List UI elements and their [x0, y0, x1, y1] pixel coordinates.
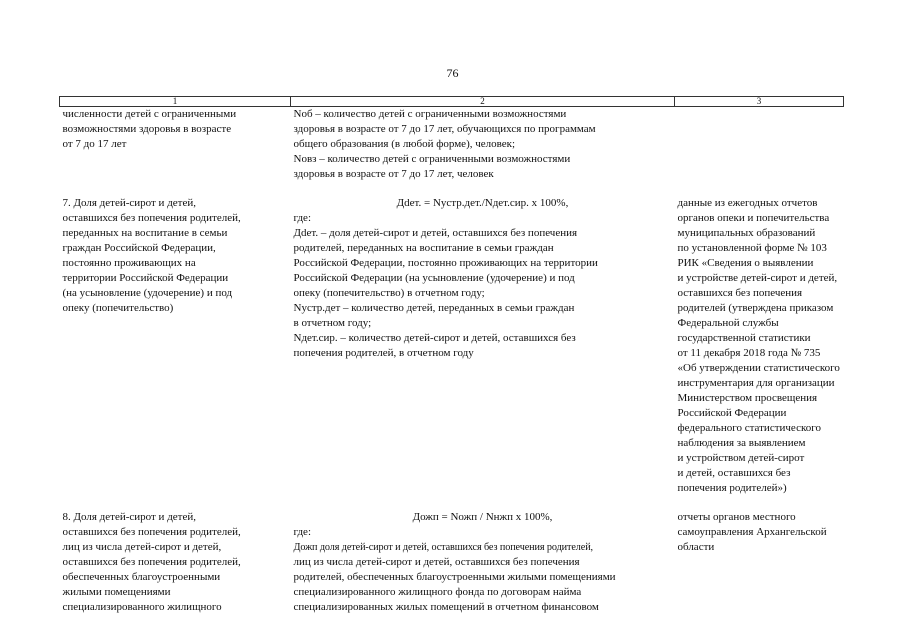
text-line: где:: [293, 526, 311, 538]
text-line: где:: [293, 212, 311, 224]
text-line: численности детей с ограниченными: [62, 108, 237, 120]
text-line: родителей, обеспеченных благоустроенными жилыми помещениями: [293, 571, 616, 583]
text-line: здоровья в возрасте от 7 до 17 лет, человек: [293, 168, 494, 180]
text-line: Nустр.дет – количество детей, переданных в семьи граждан: [293, 302, 575, 314]
text-line: от 7 до 17 лет: [62, 138, 127, 150]
text-line: Nдет.сир. – количество детей-сирот и детей, оставшихся без: [293, 332, 576, 344]
text-line: Российской Федерации: [677, 407, 787, 419]
page-number: 76: [446, 66, 459, 80]
text-line: граждан Российской Федерации,: [62, 242, 216, 254]
text-line: специализированного жилищного: [62, 601, 222, 613]
text-line: переданных на воспитание в семьи: [62, 227, 228, 239]
text-line: наблюдения за выявлением: [677, 437, 806, 449]
text-line: территории Российской Федерации: [62, 272, 229, 284]
formula-cell: [291, 107, 675, 183]
text-line: опеку (попечительство): [62, 302, 174, 314]
text-line: лиц из числа детей-сирот и детей,: [62, 541, 222, 553]
text-line: обеспеченных благоустроенными: [62, 571, 221, 583]
text-line: федерального статистического: [677, 422, 821, 434]
text-line: 7. Доля детей-сирот и детей,: [62, 197, 196, 209]
table-row: [60, 196, 844, 496]
indicator-name-cell: [60, 107, 291, 183]
text-line: Nовз – количество детей с ограниченными возможностями: [293, 153, 571, 165]
text-line: оставшихся без попечения родителей,: [62, 526, 241, 538]
text-line: оставшихся без попечения: [677, 287, 803, 299]
text-line: лиц из числа детей-сирот и детей, оставшихся без попечения: [293, 556, 580, 568]
source-cell: [675, 196, 844, 496]
text-line: (на усыновление (удочерение) и под: [62, 287, 233, 299]
indicator-name-cell: [60, 196, 291, 496]
text-line: родителей (утверждена приказом: [677, 302, 834, 314]
text-line: Министерством просвещения: [677, 392, 818, 404]
table-row: [60, 510, 844, 615]
formula: Дdет. = Nустр.дет./Nдет.сир. x 100%,: [396, 197, 569, 209]
text-line: «Об утверждении статистического: [677, 362, 840, 374]
text-line: и устройством детей-сирот: [677, 452, 805, 464]
text-line: от 11 декабря 2018 года № 735: [677, 347, 821, 359]
text-line: самоуправления Архангельской: [677, 526, 827, 538]
text-line: Российской Федерации, постоянно проживающих на территории: [293, 257, 598, 269]
text-line: здоровья в возрасте от 7 до 17 лет, обучающихся по программам: [293, 123, 596, 135]
indicator-name-cell: [60, 510, 291, 615]
text-line: и устройстве детей-сирот и детей,: [677, 272, 838, 284]
text-line: данные из ежегодных отчетов: [677, 197, 818, 209]
source-cell: [675, 510, 844, 615]
row-gap: [60, 182, 844, 196]
text-line: инструментария для организации: [677, 377, 835, 389]
text-line: постоянно проживающих на: [62, 257, 196, 269]
indicator-table: [59, 96, 844, 615]
source-cell: [675, 107, 844, 183]
formula-cell: [291, 196, 675, 496]
text-line: отчеты органов местного: [677, 511, 796, 523]
formula-cell: [291, 510, 675, 615]
text-line: и детей, оставшихся без: [677, 467, 791, 479]
text-line: РИК «Сведения о выявлении: [677, 257, 814, 269]
text-line: специализированного жилищного фонда по договорам найма: [293, 586, 582, 598]
text-line: общего образования (в любой форме), человек;: [293, 138, 516, 150]
text-line: органов опеки и попечительства: [677, 212, 830, 224]
text-line: попечения родителей, в отчетном году: [293, 347, 474, 359]
text-line: опеку (попечительство) в отчетном году;: [293, 287, 485, 299]
text-line: специализированных жилых помещений в отчетном финансовом: [293, 601, 599, 613]
table-row: [60, 107, 844, 183]
text-line: Дожп доля детей-сирот и детей, оставшихся без попечения родителей,: [293, 542, 594, 553]
text-line: Федеральной службы: [677, 317, 779, 329]
row-gap: [60, 496, 844, 510]
text-line: оставшихся без попечения родителей,: [62, 212, 241, 224]
text-line: Дdет. – доля детей-сирот и детей, оставшихся без попечения: [293, 227, 578, 239]
column-header-3: 3: [675, 97, 844, 107]
text-line: области: [677, 541, 715, 553]
text-line: оставшихся без попечения родителей,: [62, 556, 241, 568]
column-header-1: 1: [60, 97, 291, 107]
text-line: муниципальных образований: [677, 227, 816, 239]
text-line: государственной статистики: [677, 332, 811, 344]
text-line: Российской Федерации (на усыновление (удочерение) и под: [293, 272, 575, 284]
column-number-row: [60, 97, 844, 107]
text-line: в отчетном году;: [293, 317, 372, 329]
text-line: возможностями здоровья в возрасте: [62, 123, 232, 135]
text-line: жилыми помещениями: [62, 586, 171, 598]
formula: Дожп = Nожп / Nнжп x 100%,: [412, 511, 553, 523]
text-line: по установленной форме № 103: [677, 242, 827, 254]
text-line: Nоб – количество детей с ограниченными возможностями: [293, 108, 567, 120]
text-line: родителей, переданных на воспитание в семьи граждан: [293, 242, 554, 254]
text-line: попечения родителей»): [677, 482, 787, 494]
text-line: 8. Доля детей-сирот и детей,: [62, 511, 196, 523]
column-header-2: 2: [291, 97, 675, 107]
